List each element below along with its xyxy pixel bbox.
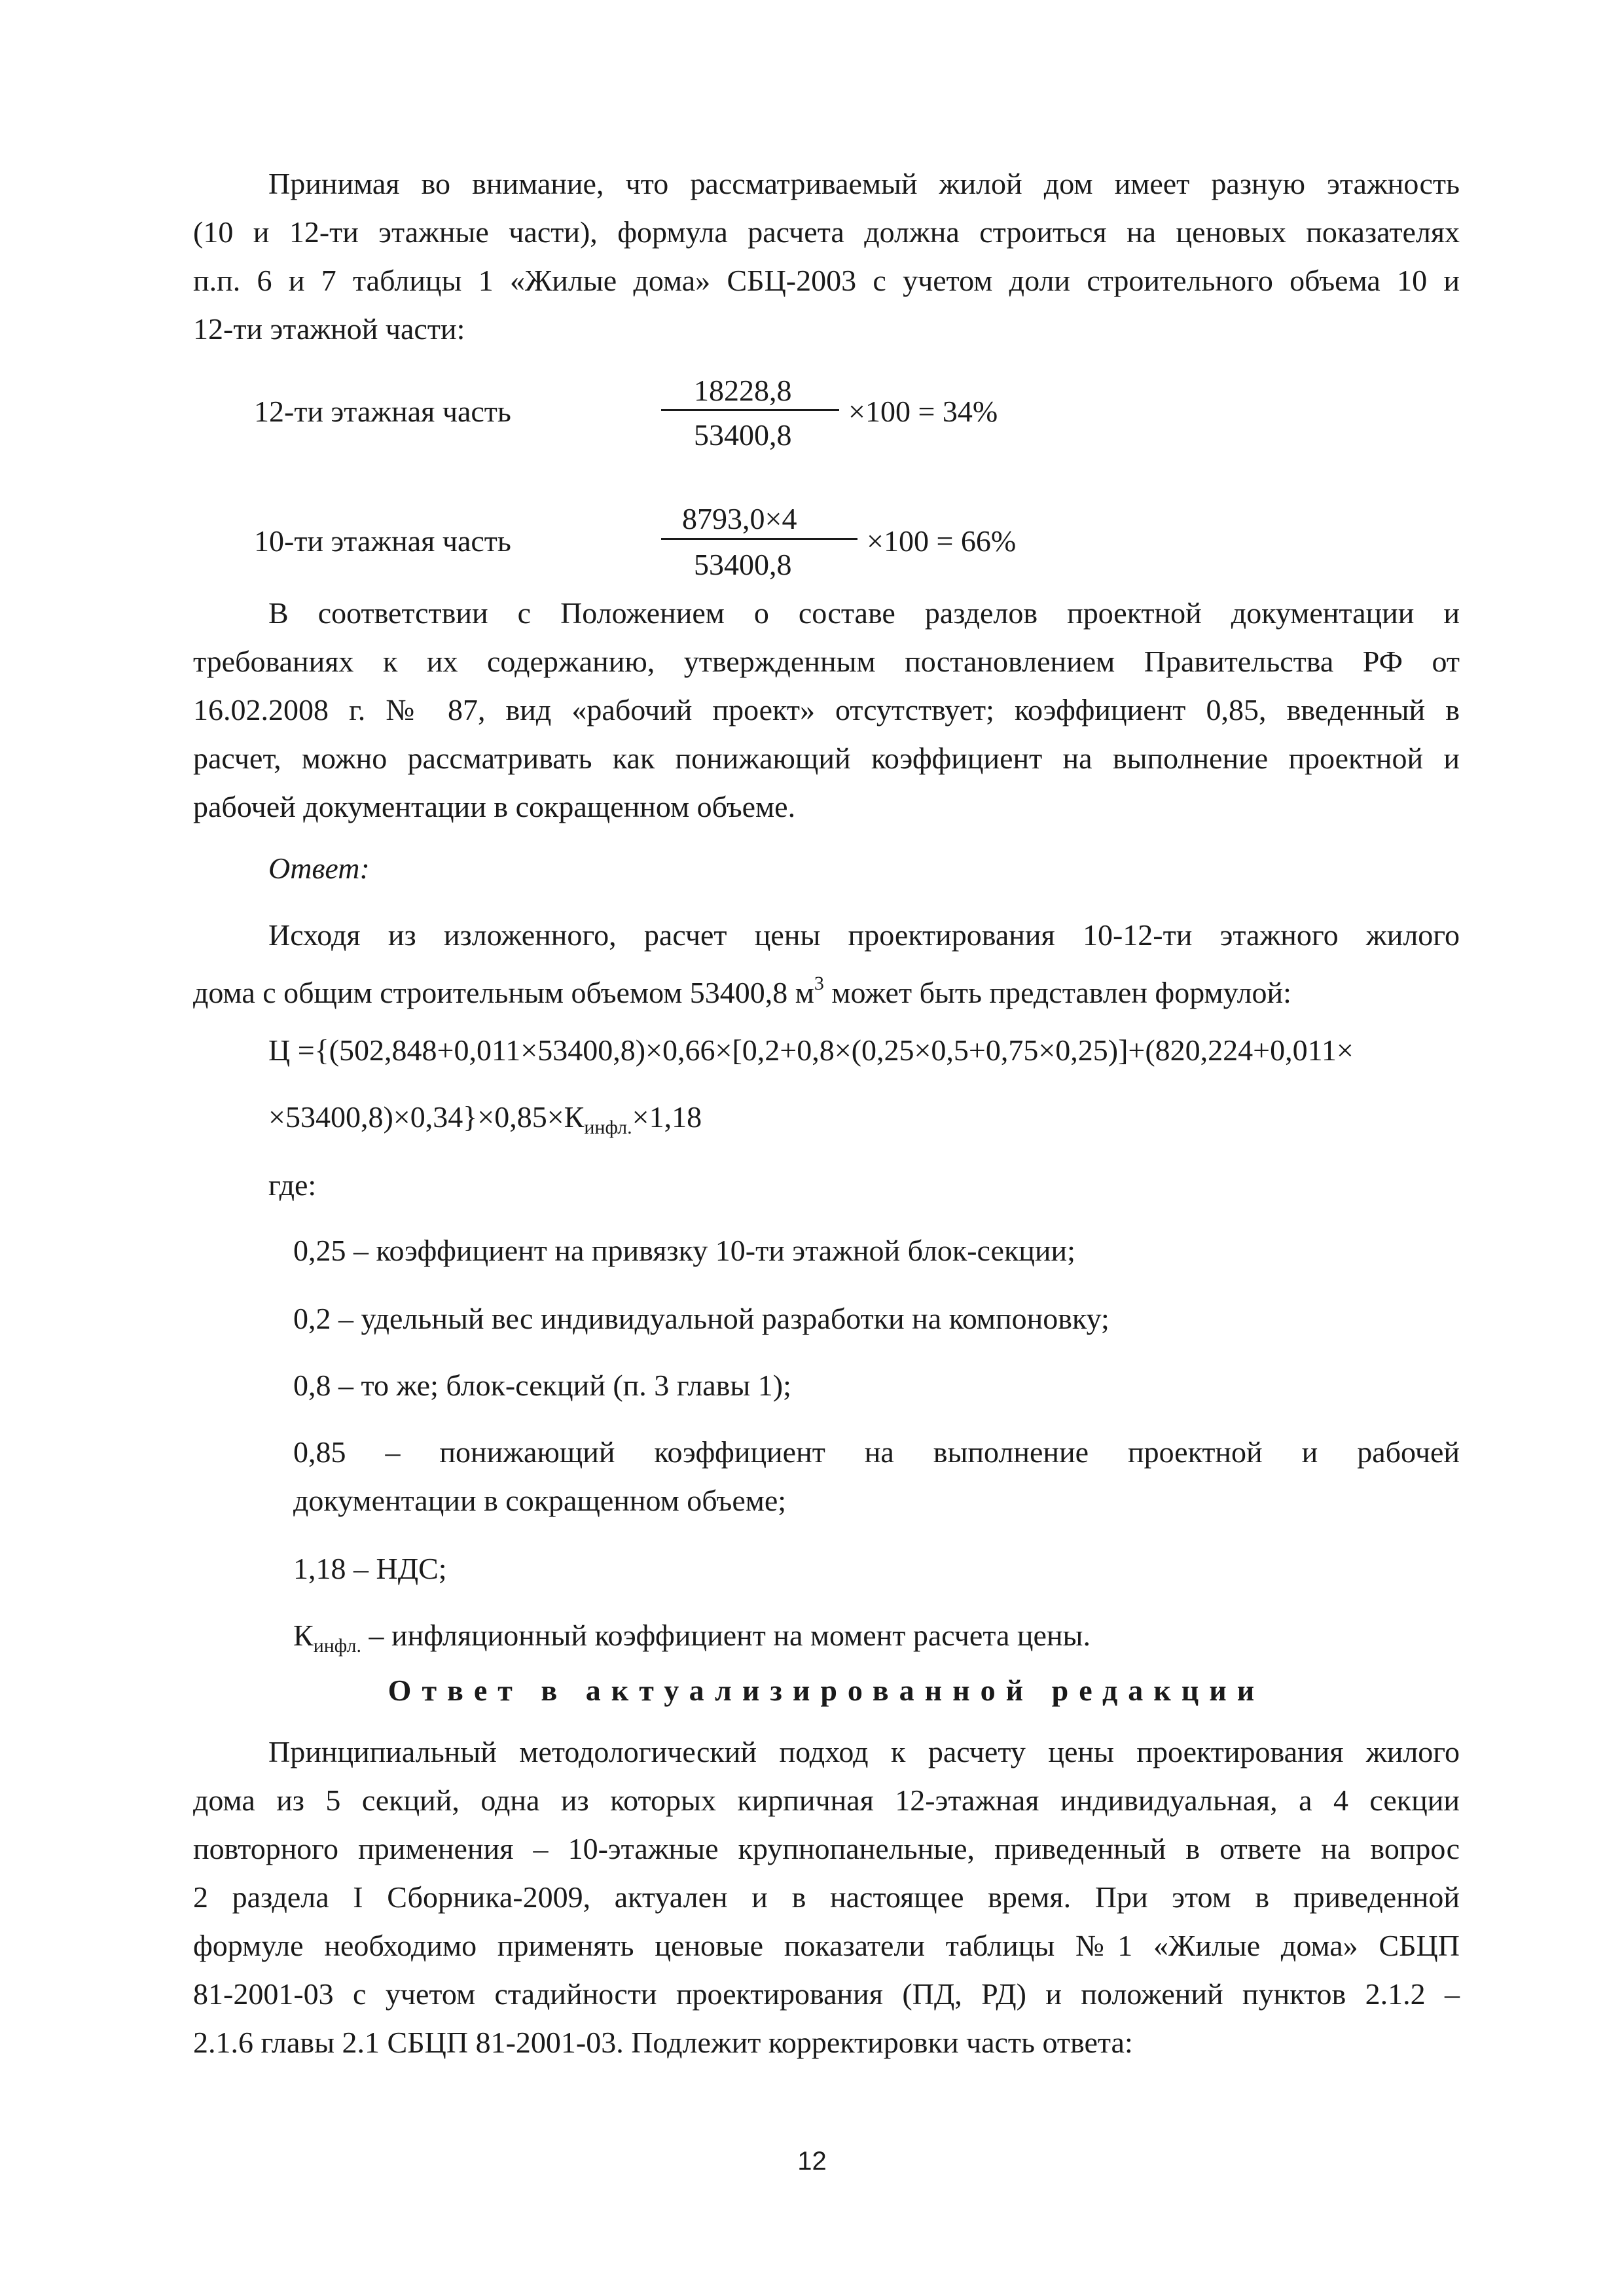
definition-item-continued: документации в сокращенном объеме;	[293, 1484, 787, 1517]
definition-item: 0,8 – то же; блок-секций (п. 3 главы 1);	[293, 1369, 791, 1402]
fraction-result: ×100 = 66%	[867, 524, 1017, 558]
paragraph-2-line: требованиях к их содержанию, утвержденным постановлением Правительства РФ от	[193, 645, 1460, 678]
paragraph-4-line: формуле необходимо применять ценовые показатели таблицы №1 «Жилые дома» СБЦП	[193, 1929, 1460, 1962]
paragraph-4-line: повторного применения – 10-этажные крупнопанельные, приведенный в ответе на вопрос	[193, 1832, 1460, 1865]
where-label: где:	[268, 1168, 317, 1202]
definition-item: 0,25 – коэффициент на привязку 10-ти этажной блок-секции;	[293, 1234, 1075, 1267]
paragraph-4-line: 2 раздела I Сборника-2009, актуален и в настоящее время. При этом в приведенной	[193, 1880, 1460, 1914]
formula-line-2: $\times 53400,8)\times 0,34\}\times 0,85\times К_{инфл.}\times 1,18$	[268, 1100, 702, 1138]
formula-line-1: Ц ={(502,848+0,011×53400,8)×0,66×[0,2+0,8×(0,25×0,5+0,75×0,25)]+(820,224+0,011×	[268, 1033, 1354, 1067]
fraction-label: 12-ти этажная часть	[254, 395, 511, 428]
paragraph-1-line: (10 и 12-ти этажные части), формула расчета должна строиться на ценовых показателях	[193, 215, 1460, 249]
fraction-denominator: 53400,8	[694, 548, 792, 581]
fraction-numerator: 18228,8	[694, 374, 792, 407]
paragraph-3-line: дома с общим строительным объемом 53400,8 $м^3$ может быть представлен формулой:	[193, 973, 1291, 1009]
paragraph-4-line: 2.1.6 главы 2.1 СБЦП 81-2001-03. Подлежит корректировки часть ответа:	[193, 2026, 1133, 2059]
definition-item: 0,2 – удельный вес индивидуальной разработки на компоновку;	[293, 1302, 1110, 1335]
paragraph-4-line: 81-2001-03 с учетом стадийности проектирования (ПД, РД) и положений пунктов 2.1.2 –	[193, 1977, 1460, 2011]
fraction-numerator: 8793,0×4	[682, 502, 797, 535]
paragraph-1-line: 12-ти этажной части:	[193, 312, 465, 346]
fraction-bar	[661, 538, 857, 540]
section-heading: Ответ в актуализированной редакции	[388, 1674, 1265, 1707]
fraction-denominator: 53400,8	[694, 418, 792, 452]
paragraph-2-line: В соответствии с Положением о составе разделов проектной документации и	[268, 596, 1460, 630]
page-number: 12	[797, 2147, 827, 2176]
paragraph-2-line: расчет, можно рассматривать как понижающий коэффициент на выполнение проектной и	[193, 742, 1460, 775]
paragraph-2-line: рабочей документации в сокращенном объеме.	[193, 790, 796, 823]
definition-item: 1,18 – НДС;	[293, 1552, 447, 1585]
answer-label: Ответ:	[268, 852, 370, 885]
paragraph-3-line: Исходя из изложенного, расчет цены проектирования 10-12-ти этажного жилого	[268, 918, 1460, 952]
paragraph-4-line: Принципиальный методологический подход к расчету цены проектирования жилого	[268, 1735, 1460, 1768]
definition-item: $К_{инфл.}$ – инфляционный коэффициент на момент расчета цены.	[293, 1619, 1091, 1657]
paragraph-1-line: Принимая во внимание, что рассматриваемый жилой дом имеет разную этажность	[268, 167, 1460, 200]
paragraph-4-line: дома из 5 секций, одна из которых кирпичная 12-этажная индивидуальная, а 4 секции	[193, 1784, 1460, 1817]
paragraph-1-line: п.п. 6 и 7 таблицы 1 «Жилые дома» СБЦ-2003 с учетом доли строительного объема 10 и	[193, 264, 1460, 297]
fraction-label: 10-ти этажная часть	[254, 524, 511, 558]
definition-item: 0,85 – понижающий коэффициент на выполнение проектной и рабочей	[293, 1435, 1460, 1469]
fraction-result: ×100 = 34%	[848, 395, 998, 428]
paragraph-2-line: 16.02.2008 г. № 87, вид «рабочий проект» отсутствует; коэффициент 0,85, введенный в	[193, 693, 1460, 726]
